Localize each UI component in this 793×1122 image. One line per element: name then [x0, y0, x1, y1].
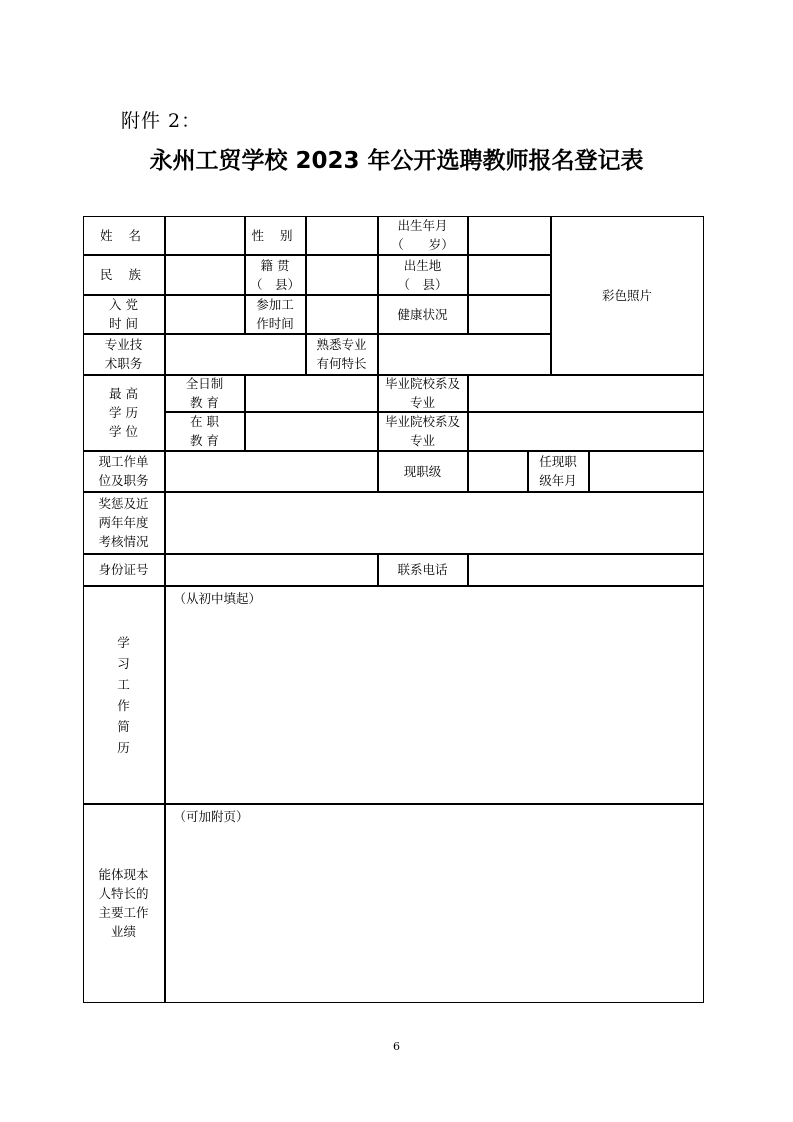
- party-join-field[interactable]: [165, 295, 245, 334]
- health-label: 健康状况: [378, 295, 468, 334]
- work-unit-label: 现工作单 位及职务: [83, 451, 165, 492]
- native-place-field[interactable]: [306, 255, 378, 295]
- party-join-label: 入 党 时 间: [83, 295, 165, 334]
- phone-label: 联系电话: [378, 554, 468, 586]
- birth-field[interactable]: [468, 216, 551, 255]
- expertise-label: 熟悉专业 有何特长: [306, 334, 378, 375]
- form-title: 永州工贸学校 2023 年公开选聘教师报名登记表: [149, 148, 644, 174]
- achievements-field[interactable]: （可加附页）: [165, 804, 704, 1003]
- ethnicity-field[interactable]: [165, 255, 245, 295]
- highest-education-label: 最 高 学 历 学 位: [83, 375, 165, 451]
- expertise-field[interactable]: [378, 334, 551, 375]
- birthplace-label: 出生地 （ 县）: [378, 255, 468, 295]
- work-start-field[interactable]: [306, 295, 378, 334]
- fulltime-school-field[interactable]: [468, 375, 704, 412]
- fulltime-education-field[interactable]: [245, 375, 378, 412]
- name-label: 姓 名: [83, 216, 165, 255]
- ethnicity-label: 民 族: [83, 255, 165, 295]
- rank-date-label: 任现职 级年月: [528, 451, 589, 492]
- registration-form: [83, 216, 704, 1003]
- inservice-education-field[interactable]: [245, 412, 378, 451]
- inservice-education-label: 在 职 教 育: [165, 412, 245, 451]
- fulltime-education-label: 全日制 教 育: [165, 375, 245, 412]
- work-unit-field[interactable]: [165, 451, 378, 492]
- page-number: 6: [393, 1040, 400, 1053]
- current-rank-field[interactable]: [468, 451, 528, 492]
- id-number-label: 身份证号: [83, 554, 165, 586]
- inservice-school-label: 毕业院校系及 专业: [378, 412, 468, 451]
- achievements-label: 能体现本 人特长的 主要工作 业绩: [83, 804, 165, 1003]
- name-field[interactable]: [165, 216, 245, 255]
- native-place-label: 籍 贯 （ 县）: [245, 255, 306, 295]
- awards-label: 奖惩及近 两年年度 考核情况: [83, 492, 165, 554]
- health-field[interactable]: [468, 295, 551, 334]
- birthplace-field[interactable]: [468, 255, 551, 295]
- gender-field[interactable]: [306, 216, 378, 255]
- id-number-field[interactable]: [165, 554, 378, 586]
- awards-field[interactable]: [165, 492, 704, 554]
- work-start-label: 参加工 作时间: [245, 295, 306, 334]
- current-rank-label: 现职级: [378, 451, 468, 492]
- birth-label: 出生年月 （ 岁）: [378, 216, 468, 255]
- inservice-school-field[interactable]: [468, 412, 704, 451]
- resume-field[interactable]: （从初中填起）: [165, 586, 704, 804]
- photo-box[interactable]: 彩色照片: [551, 216, 704, 375]
- gender-label: 性 别: [245, 216, 306, 255]
- professional-title-label: 专业技 术职务: [83, 334, 165, 375]
- professional-title-field[interactable]: [165, 334, 306, 375]
- phone-field[interactable]: [468, 554, 704, 586]
- fulltime-school-label: 毕业院校系及 专业: [378, 375, 468, 412]
- attachment-label: 附件 2：: [121, 110, 202, 132]
- resume-label: 学 习 工 作 简 历: [83, 586, 165, 804]
- rank-date-field[interactable]: [589, 451, 704, 492]
